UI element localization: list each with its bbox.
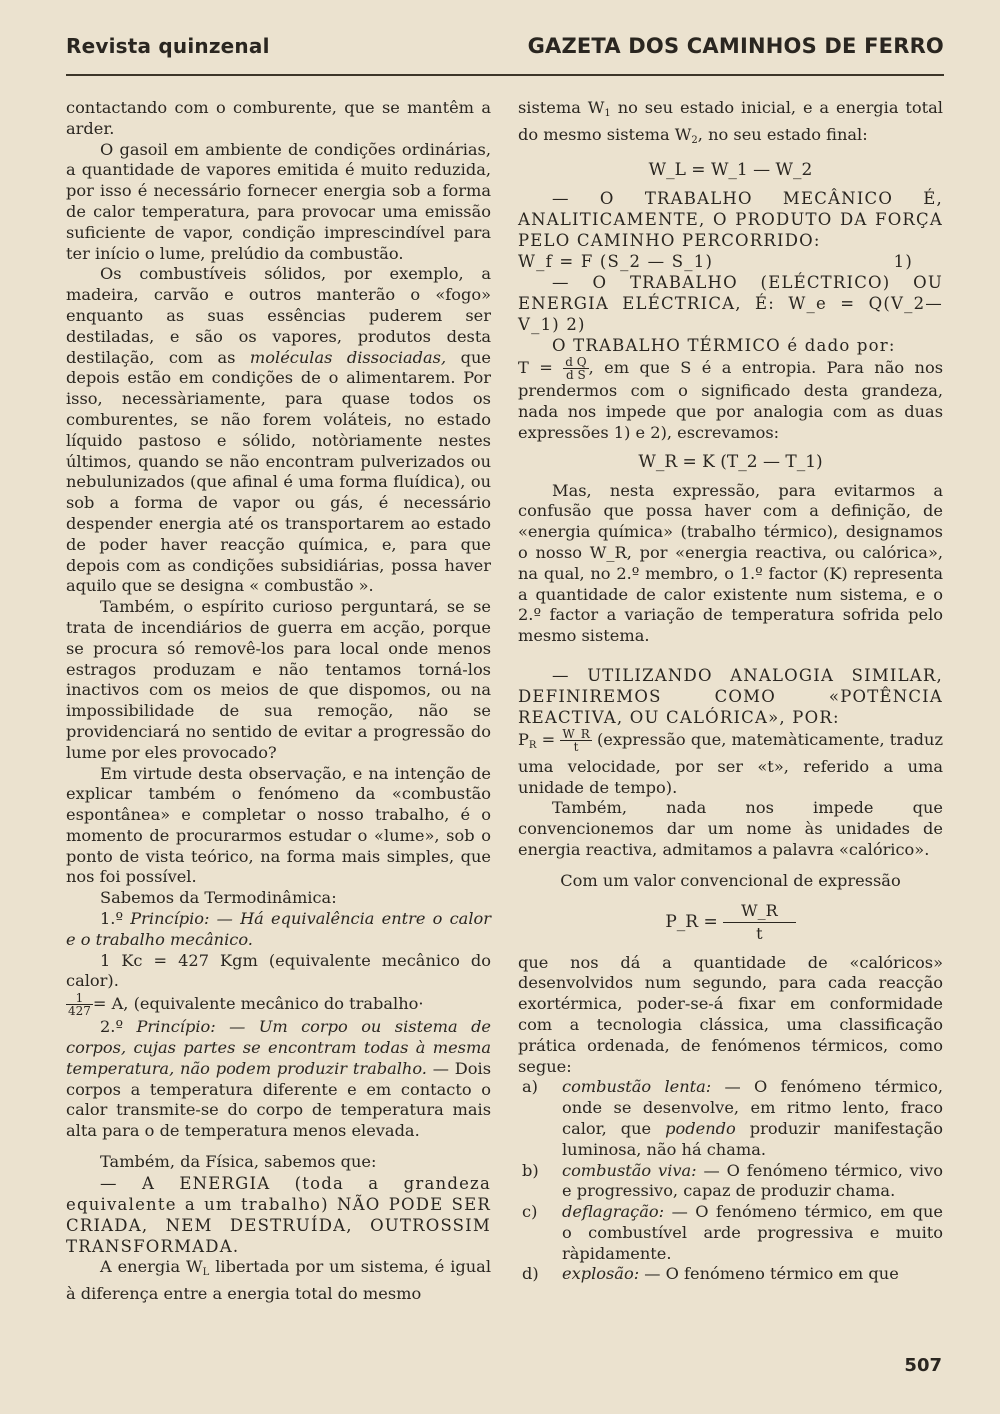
mechanical-work-definition: — O TRABALHO MECÂNICO É, ANALITICAMENTE, O PRODUTO DA FORÇA PELO CAMINHO PERCORRIDO: [518,189,943,251]
fraction: $\frac{W\_R}{t}$ [723,900,796,945]
list-item: a) combustão lenta: — O fenómeno térmico, onde se desenvolve, em ritmo lento, fraco calor, que podendo produzir manifestação luminosa, não há chama. [522,1077,943,1159]
paragraph: A energia $W_L$ libertada por um sistema, é igual à diferença entre a energia total do mesmo [66,1256,491,1303]
formula-wl: W_L = W_1 — W_2 [648,159,813,180]
reactive-power-definition: — UTILIZANDO ANALOGIA SIMILAR, DEFINIREMOS COMO «POTÊNCIA REACTIVA, OU CALÓRICA», POR: [518,665,943,727]
paragraph: que nos dá a quantidade de «calóricos» desenvolvidos num segundo, para cada reacção exortérmica, poder-se-á fixar em conformidade com a tecnologia clássica, uma classificação prática ordenada, de fenómenos térmicos, como segue: [518,952,943,1076]
formula-wf: W_f = F (S_2 — S_1) 1) [518,252,913,272]
header-rule [66,74,944,76]
page-header [66,30,944,66]
paragraph: Também, nada nos impede que convencionemos dar um nome às unidades de energia reactiva, admitamos a palavra «calórico». [518,798,943,859]
paragraph: T = $\frac{\text{d Q}}{\text{d S}}$ , em que S é a entropia. Para não nos prendermos com o significado desta grandeza, nada nos impede que por analogia com as duas expressões 1) e 2), escrevamos: [518,355,943,442]
list-item: d) explosão: — O fenómeno térmico em que [522,1264,899,1284]
right-column [518,98,943,1285]
formula-pr: P_R = $\frac{W\_R}{t}$ [518,900,943,945]
paragraph: sistema $W_1$ no seu estado inicial, e a energia total do mesmo sistema $W_2$, no seu estado final: [518,98,943,146]
list-item: c) deflagração: — O fenómeno térmico, em que o combustível arde progressiva e muito ràpidamente. [522,1202,943,1263]
formula-wr: W_R = K (T_2 — T_1) [638,451,823,472]
left-column [66,98,491,1304]
paragraph: Mas, nesta expressão, para evitarmos a confusão que possa haver com a definição, de «energia química» (trabalho térmico), designamos o nosso W_R, por «energia reactiva, ou calórica», na qual, no 2.º membro, o 1.º factor (K) representa a quantidade de calor existente num sistema, e o 2.º factor a variação de temperatura sofrida pelo mesmo sistema. [518,480,943,646]
paragraph: $P_R$ = $\frac{W\_R}{t}$ (expressão que, matemàticamente, traduz uma velocidade, por ser «t», referido a uma unidade de tempo). [518,726,943,797]
equation-line: $\frac{1}{427}$ = A, (equivalente mecânico do trabalho· [68,991,424,1019]
paragraph: Com um valor convencional de expressão [560,870,901,890]
fraction: $\frac{1}{427}$ [68,991,91,1019]
principle-2: 2.º Princípio: — Um corpo ou sistema de corpos, cujas partes se encontram todas à mesma temperatura, não podem produzir trabalho. — Dois corpos a temperatura diferente e em contacto o calor transmite-se do corpo de temperatura mais alta para o de temperatura menos elevada. [66,1017,492,1141]
paragraph: Também, da Física, sabemos que: [100,1152,377,1172]
page-number: 507 [904,1355,942,1376]
paragraph: Também, o espírito curioso perguntará, se se trata de incendiários de guerra em acção, porque se procura só removê-los para local onde menos estragos produzam e não tentamos torná-los inactivos com os meios de que dispomos, ou na impossibilidade de sua remoção, não se providenciará no sentido de evitar a progressão do lume por eles provocado? [66,597,491,762]
paragraph: Em virtude desta observação, e na intenção de explicar também o fenómeno da «combustão espontânea» e completar o nosso trabalho, é o momento de procurarmos estudar o «lume», sob o ponto de vista teórico, na forma mais simples, que nos foi possível. [66,763,491,887]
fraction: $\frac{\text{d Q}}{\text{d S}}$ [565,355,587,383]
paragraph: Os combustíveis sólidos, por exemplo, a madeira, carvão e outros manterão o «fogo» enquanto as suas essências puderem ser destiladas, e são os vapores, produtos desta destilação, com as moléculas dissociadas, que depois estão em condições de o alimentarem. Por isso, necessàriamente, para quase todos os comburentes, se não forem voláteis, no estado líquido pastoso e sólido, notòriamente nestes últimos, quando se não encontram pulverizados ou nebulunizados (que afinal é uma forma fluídica), ou sob a forma de vapor ou gás, é necessário despender energia até os transportarem ao estado de poder haver reacção química, e, para que depois com as condições subsidiárias, possa haver aquilo que se designa « combustão ». [66,264,491,596]
energy-law: — A ENERGIA (toda a grandeza equivalente a um trabalho) NÃO PODE SER CRIADA, NEM DESTRUÍDA, OUTROSSIM TRANSFORMADA. [66,1173,491,1256]
journal-title: GAZETA DOS CAMINHOS DE FERRO [527,34,944,58]
fraction: $\frac{W\_R}{t}$ [562,726,590,754]
paragraph: contactando com o comburente, que se mantêm a arder. [66,98,491,138]
journal-frequency: Revista quinzenal [66,34,270,58]
thermal-work-definition: O TRABALHO TÉRMICO é dado por: [552,336,896,356]
paragraph: 1 Kc = 427 Kgm (equivalente mecânico do calor). [66,950,491,991]
paragraph: Sabemos da Termodinâmica: [100,888,337,908]
principle-1: 1.º Princípio: — Há equivalência entre o calor e o trabalho mecânico. [66,909,491,949]
paragraph: O gasoil em ambiente de condições ordinárias, a quantidade de vapores emitida é muito reduzida, por isso é necessário fornecer energia sob a forma de calor temperatura, para provocar uma emissão suficiente de vapor, condição imprescindível para ter início o lume, prelúdio da combustão. [66,139,491,263]
electrical-work-definition: — O TRABALHO (ELÉCTRICO) OU ENERGIA ELÉCTRICA, É: W_e = Q(V_2—V_1) 2) [518,273,943,335]
classification-list [518,1077,943,1285]
list-item: b) combustão viva: — O fenómeno térmico, vivo e progressivo, capaz de produzir chama. [522,1160,943,1201]
